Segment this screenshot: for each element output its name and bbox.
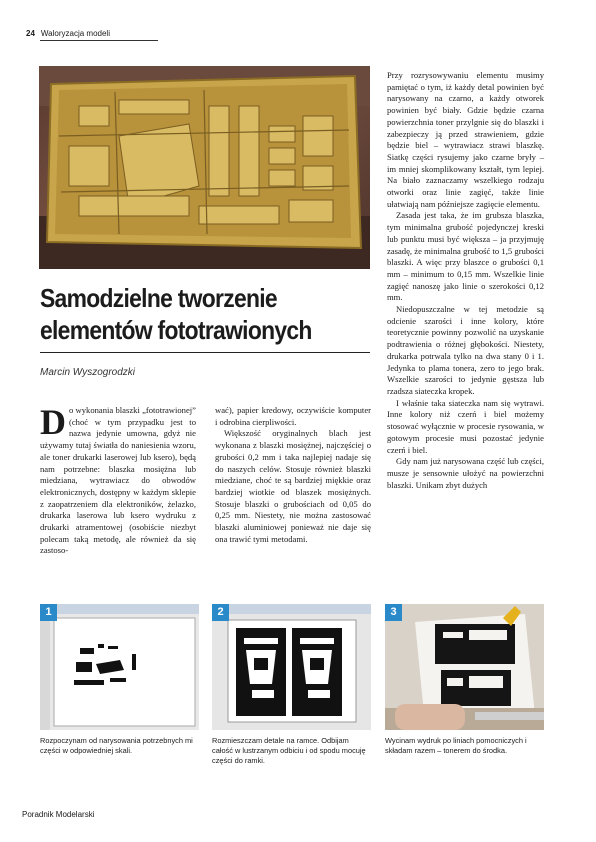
text-column-2 [215, 405, 371, 545]
article-title: Samodzielne tworzenie elementów fototrawionych [40, 283, 312, 345]
section-name: Waloryzacja modeli [40, 29, 110, 38]
paragraph: wać), papier kredowy, oczywiście komputer i odrobina cierpliwości. [215, 405, 371, 427]
paragraph: Zasada jest taka, że im grubsza blaszka, tym minimalna grubość pojedynczej kreski lub punktu musi być większa – ja przyjmuję zasadę, że minimalna grubość to 1,5 grubości blaszki. A więc przy blaszce o grubości 0,1 mm – minimum to 0,15 mm. Wszelkie linie zagięć nanoszę jako linie o szerokości 0,12 mm. [387, 210, 544, 303]
article-author: Marcin Wyszogrodzki [40, 367, 136, 378]
figure-2-screenshot [212, 604, 371, 730]
paragraph: I właśnie taka siateczka nam się wytrawi. Inne kolory niż czerń i biel możemy stosować wyłącznie w procesie rysowania, w gotowym procesie musi pozostać jedynie czerń i biel. [387, 397, 544, 455]
figure-number: 1 [40, 604, 57, 621]
figure-3-photo [385, 604, 544, 730]
brass-fret-photo [39, 66, 370, 269]
text-column-3 [387, 70, 544, 491]
paragraph: Przy rozrysowywaniu elementu musimy pamiętać o tym, iż każdy detal powinien być narysowany na czarno, a każdy otworek powinien być biały. Gdzie będzie czarna powierzchnia toner przylgnie się do blaszki i zabezpieczy ją przed strawieniem, gdzie będzie biel – wytrawiacz strawi blaszkę. Siatkę części rysujemy jako czarne bryły – im mniej skomplikowany kształt, tym lepiej. Na biało zaznaczamy wszelkiego rodzaju otworki oraz linie zagięć, także linie ułatwiają nam późniejsze zagięcie elementu. [387, 70, 544, 209]
paragraph: Większość oryginalnych blach jest wykonana z blaszki mosiężnej, najczęściej o grubości 0,2 mm i taka najlepiej nadaje się do naszych celów. Stosuje również blaszki miedziane, choć te są bardziej miękkie oraz bardziej wiotkie od blaszek mosiężnych. Stosuje blaszki o grubościach od 0,05 do 0,25 mm. Niestety, nie można zastosować blaszki aluminiowej ponieważ nie daje się ona trawić tymi metodami. [215, 428, 371, 544]
magazine-footer: Poradnik Modelarski [22, 810, 95, 819]
paragraph: Gdy nam już narysowana część lub części, musze je sensownie ułożyć na powierzchni blaszki. Unikam zbyt dużych [387, 456, 544, 490]
figure-3-caption: Wycinam wydruk po liniach pomocniczych i składam razem – tonerem do środka. [385, 736, 527, 755]
drop-cap: D [40, 402, 66, 442]
figure-number: 2 [212, 604, 229, 621]
paragraph: Niedopuszczalne w tej metodzie są odcienie szarości i inne kolory, które teoretycznie powinny pozwolić na uzyskanie podtrawienia o różnej głębokości. Niestety, drukarka potrwala tylko na dwa stany 0 i 1. Jedynka to plama tonera, zero to jego brak. Wszelkie szarości to jedynie gęstsza lub rzadsza siateczka kropek. [387, 304, 544, 396]
figure-number: 3 [385, 604, 402, 621]
header-divider [40, 40, 158, 41]
title-divider [40, 352, 370, 353]
figure-1-screenshot [40, 604, 199, 730]
column-1-text: o wykonania blaszki „fototrawionej” (choć w tym przypadku jest to nazwa jedynie umowna, gdyż nie używamy tutaj światła do naniesienia wzoru, ale toner drukarki laserowej lub ksero), będą nam potrzebne: blaszka mosiężna lub miedziana, wytrawiacz do obwodów elektronicznych, dostępny w każdym sklepie z zaopatrzeniem dla elektroników, żelazko, drukarka laserowa lub ksero wydruku z drukarki atramentowej (osobiście niezbyt polecam taką metodę, ale również da się zastoso- [40, 405, 196, 556]
figure-2-caption: Rozmieszczam detale na ramce. Odbijam całość w lustrzanym odbiciu i od spodu mocuję części do ramki. [212, 736, 366, 765]
page-number: 24 [26, 29, 35, 38]
figure-1-caption: Rozpoczynam od narysowania potrzebnych mi części w odpowiedniej skali. [40, 736, 193, 755]
page-header [26, 29, 110, 38]
text-column-1 [40, 402, 196, 557]
